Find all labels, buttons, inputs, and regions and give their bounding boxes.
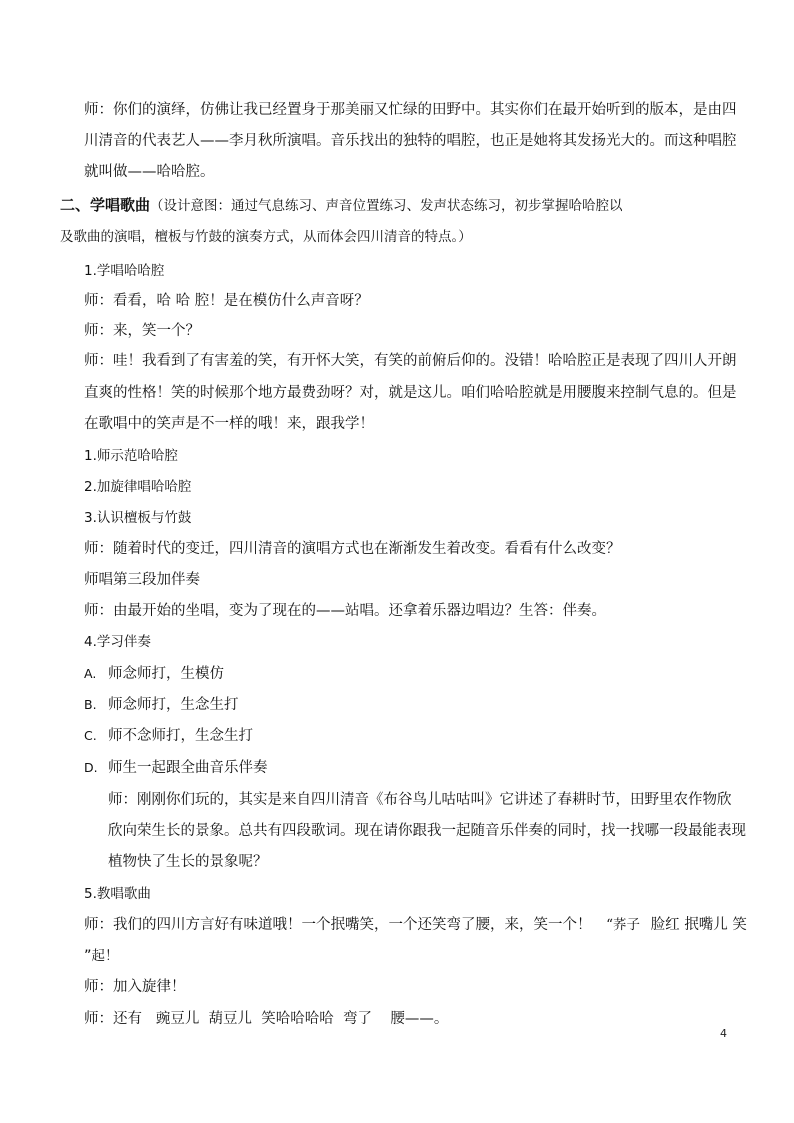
paragraph-line: 师：刚刚你们玩的，其实是来自四川清音《布谷鸟儿咕咕叫》它讲述了春耕时节，田野里农作物欣 bbox=[108, 792, 732, 808]
paragraph-line: 师：加入旋律！ bbox=[84, 979, 186, 995]
paragraph-line bbox=[84, 915, 747, 935]
paragraph-line: 师：由最开始的坐唱，变为了现在的——站唱。还拿着乐器边唱边？生答：伴奏。 bbox=[84, 603, 606, 619]
paragraph-line: 师：哇！我看到了有害羞的笑，有开怀大笑，有笑的前俯后仰的。没错！哈哈腔正是表现了四川人开朗 bbox=[84, 353, 737, 369]
paragraph-line: 直爽的性格！笑的时候那个地方最费劲呀？对，就是这儿。咱们哈哈腔就是用腰腹来控制气息的。但是 bbox=[84, 385, 737, 401]
section-heading-line bbox=[60, 195, 623, 216]
paragraph-line: 在歌唱中的笑声是不一样的哦！来，跟我学！ bbox=[84, 416, 374, 432]
list-item-label: B. bbox=[84, 697, 97, 712]
paragraph-line: 师：随着时代的变迁，四川清音的演唱方式也在渐渐发生着改变。看看有什么改变？ bbox=[84, 541, 621, 557]
step-heading: 3.认识檀板与竹鼓 bbox=[84, 510, 192, 526]
list-item-label: C. bbox=[84, 728, 97, 743]
paragraph-line: 川清音的代表艺人——李月秋所演唱。音乐找出的独特的唱腔，也正是她将其发扬光大的。而这种唱腔 bbox=[84, 133, 737, 149]
list-item-text: 师念师打，生念生打 bbox=[108, 697, 239, 713]
list-item bbox=[84, 726, 253, 746]
list-item bbox=[84, 664, 224, 684]
list-item bbox=[84, 695, 239, 715]
lyric-text: ” bbox=[84, 948, 92, 964]
paragraph-line: 师：看看，哈 哈 腔！是在模仿什么声音呀？ bbox=[84, 293, 369, 309]
list-item-text: 师不念师打，生念生打 bbox=[108, 728, 253, 744]
design-intent-note: 及歌曲的演唱，檀板与竹鼓的演奏方式，从而体会四川清音的特点。） bbox=[60, 229, 472, 245]
paragraph-line: 欣向荣生长的景象。总共有四段歌词。现在请你跟我一起随音乐伴奏的同时，找一找哪一段最能表现 bbox=[108, 823, 746, 839]
lyric-text: 起！ bbox=[91, 948, 119, 964]
paragraph-text: 师：我们的四川方言好有味道哦！一个抿嘴笑，一个还笑弯了腰，来，笑一个！ bbox=[84, 917, 592, 933]
list-item bbox=[84, 758, 268, 778]
step-heading: 1.学唱哈哈腔 bbox=[84, 263, 165, 279]
paragraph-line: 师：还有 豌豆儿 葫豆儿 笑哈哈哈哈 弯了 腰——。 bbox=[84, 1011, 449, 1027]
paragraph-line bbox=[84, 946, 119, 966]
section-title: 二、学唱歌曲 bbox=[60, 196, 151, 214]
step-heading: 5.教唱歌曲 bbox=[84, 886, 151, 902]
page-number: 4 bbox=[720, 1027, 727, 1040]
list-item-label: D. bbox=[84, 760, 98, 775]
step-heading: 1.师示范哈哈腔 bbox=[84, 448, 178, 464]
step-heading: 2.加旋律唱哈哈腔 bbox=[84, 479, 192, 495]
list-item-label: A. bbox=[84, 666, 97, 681]
list-item-text: 师生一起跟全曲音乐伴奏 bbox=[108, 760, 268, 776]
paragraph-line: 植物快了生长的景象呢？ bbox=[108, 854, 268, 870]
paragraph-line: 师：你们的演绎，仿佛让我已经置身于那美丽又忙绿的田野中。其实你们在最开始听到的版本，是由四 bbox=[84, 102, 737, 118]
design-intent-note: （设计意图：通过气息练习、声音位置练习、发声状态练习，初步掌握哈哈腔以 bbox=[150, 198, 623, 214]
list-item-text: 师念师打，生模仿 bbox=[108, 666, 224, 682]
paragraph-line: 师唱第三段加伴奏 bbox=[84, 572, 200, 588]
paragraph-line: 就叫做——哈哈腔。 bbox=[84, 164, 215, 180]
lyric-text: 脸红 抿嘴儿 笑 bbox=[650, 917, 747, 933]
step-heading: 4.学习伴奏 bbox=[84, 634, 151, 650]
lyric-text: “荞子 bbox=[606, 917, 641, 933]
paragraph-line: 师：来，笑一个？ bbox=[84, 323, 200, 339]
